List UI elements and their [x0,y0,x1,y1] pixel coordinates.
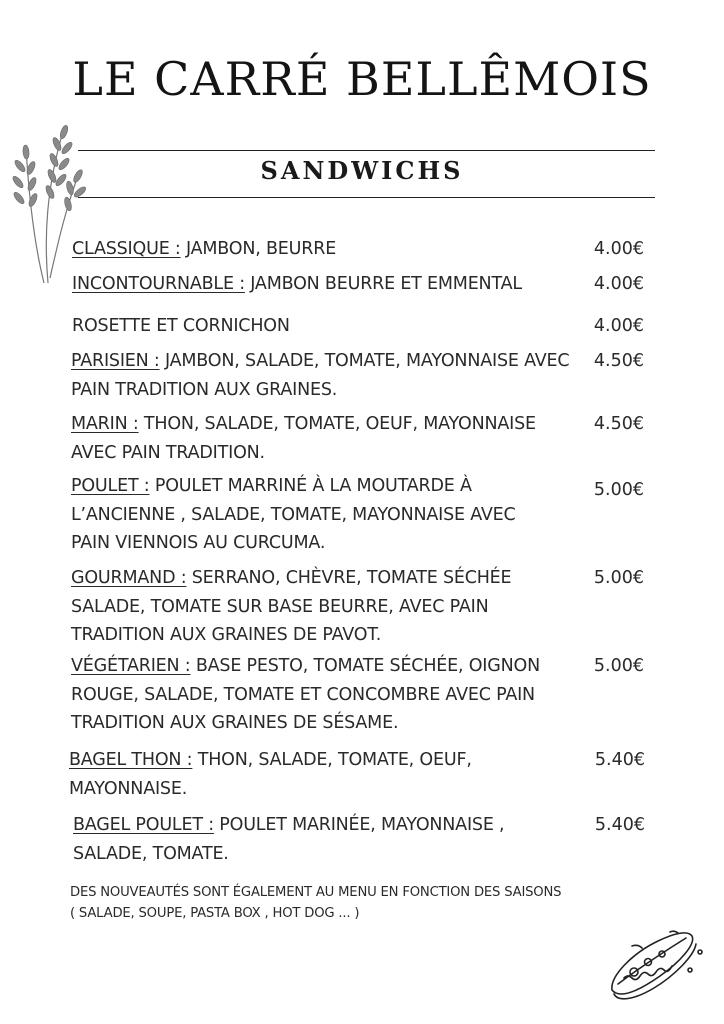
item-price: 5.40€ [594,750,645,770]
menu-item [71,347,644,404]
item-name: BAGEL POULET : [73,815,214,835]
item-name: INCONTOURNABLE : [72,274,245,294]
item-description: SERRANO, CHÈVRE, TOMATE SÉCHÉE SALADE, TOMATE SUR BASE BEURRE, AVEC PAIN TRADITION AUX GRAINES DE PAVOT. [71,568,512,645]
item-description: JAMBON BEURRE ET EMMENTAL [244,274,522,294]
menu-item [71,472,644,558]
menu-item [69,746,645,803]
divider-bottom [78,197,655,198]
item-description: POULET MARINÉE, MAYONNAISE , SALADE, TOMATE. [73,815,505,864]
item-price: 4.00€ [593,316,644,336]
menu-item [73,811,645,868]
item-description: ROSETTE ET CORNICHON [72,316,290,336]
menu-item [72,235,644,264]
menu-item [72,270,644,299]
item-description: POULET MARRINÉ À LA MOUTARDE À L’ANCIENNE , SALADE, TOMATE, MAYONNAISE AVEC PAIN VIENNOIS AU CURCUMA. [71,476,516,553]
seasonal-note-line: DES NOUVEAUTÉS SONT ÉGALEMENT AU MENU EN FONCTION DES SAISONS [70,885,562,900]
seasonal-note [70,882,561,924]
menu-item [71,652,644,738]
section-title: SANDWICHS [260,156,464,185]
item-description: THON, SALADE, TOMATE, OEUF, MAYONNAISE AVEC PAIN TRADITION. [71,414,536,463]
item-price: 5.00€ [593,480,644,500]
divider-top [78,150,655,151]
seasonal-note-line: ( SALADE, SOUPE, PASTA BOX , HOT DOG ... ) [70,906,360,921]
item-name: PARISIEN : [71,351,160,371]
item-name: GOURMAND : [71,568,187,588]
item-name: VÉGÉTARIEN : [71,656,191,676]
item-price: 4.50€ [593,414,644,434]
item-description: BASE PESTO, TOMATE SÉCHÉE, OIGNON ROUGE, SALADE, TOMATE ET CONCOMBRE AVEC PAIN TRADITION AUX GRAINES DE SÉSAME. [71,656,540,733]
item-name: POULET : [71,476,150,496]
item-description: JAMBON, SALADE, TOMATE, MAYONNAISE AVEC PAIN TRADITION AUX GRAINES. [71,351,570,400]
item-name: MARIN : [71,414,139,434]
item-price: 4.00€ [593,274,644,294]
menu-item [71,410,644,467]
item-name: CLASSIQUE : [72,239,181,259]
item-price: 5.00€ [593,656,644,676]
item-price: 5.40€ [594,815,645,835]
item-name: BAGEL THON : [69,750,193,770]
item-price: 4.50€ [593,351,644,371]
restaurant-title: LE CARRÉ BELLÊMOIS [72,52,652,106]
item-price: 4.00€ [593,239,644,259]
item-price: 5.00€ [593,568,644,588]
item-description: JAMBON, BEURRE [180,239,337,259]
menu-item [71,564,644,650]
item-description: THON, SALADE, TOMATE, OEUF, MAYONNAISE. [69,750,472,799]
sandwich-icon [604,924,709,1009]
menu-item [72,312,644,341]
